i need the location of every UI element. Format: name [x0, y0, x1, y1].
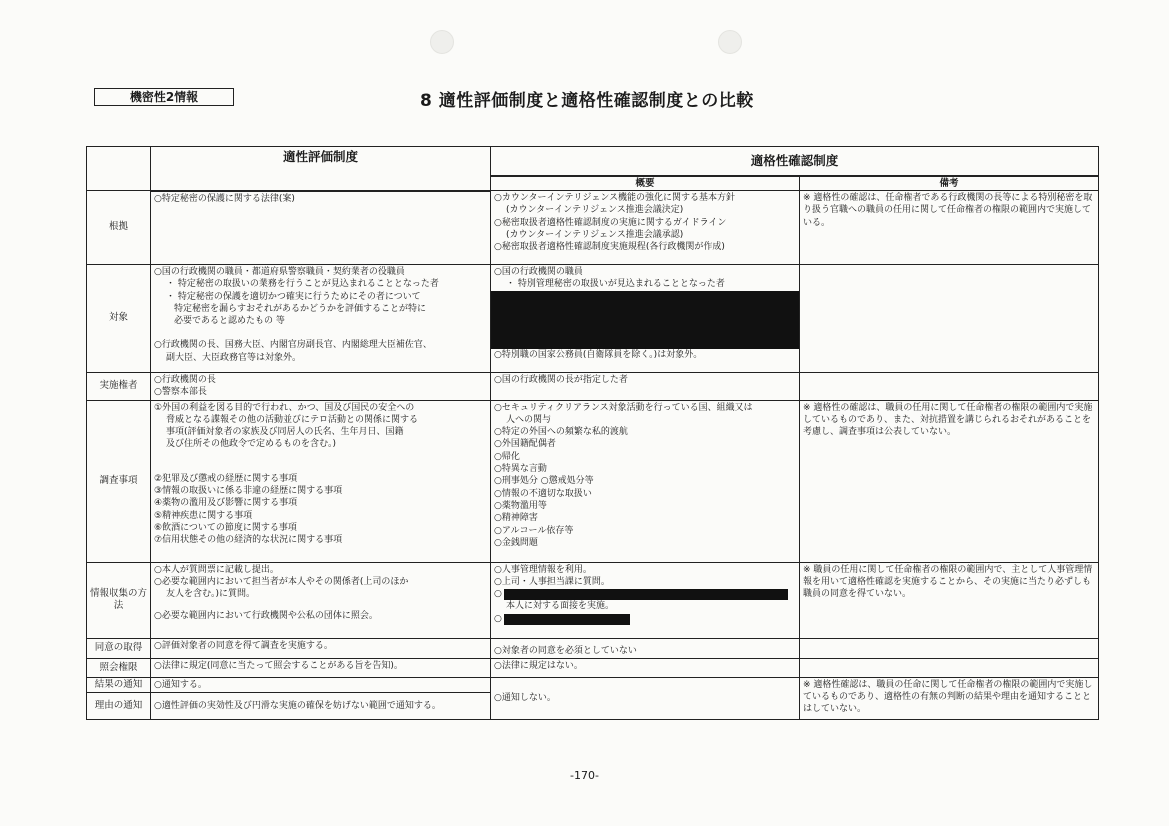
- method-bikou: ※ 職員の任用に関して任命権者の権限の範囲内で、主として人事管理情報を用いて適格性確認を実施することから、その実施に当たり必ずしも職員の同意を得ていない。: [800, 562, 1099, 638]
- text-line: ○必要な範囲内において行政機関や公私の団体に照会。: [154, 611, 378, 622]
- row-label-consent: 同意の取得: [87, 638, 151, 658]
- text-line: ○国の行政機関の職員: [494, 267, 583, 277]
- text-line: 及び住所その他政令で定めるものを含む。): [166, 439, 337, 450]
- target-tekisei: [151, 265, 491, 373]
- text-line: ○: [494, 589, 502, 600]
- text-line: ○: [494, 613, 502, 624]
- corner-cell: [87, 147, 151, 191]
- text-line: ○特別職の国家公務員(自衛隊員を除く。)は対象外。: [494, 349, 703, 360]
- row-label-basis: 根拠: [87, 191, 151, 265]
- text-line: ○セキュリティクリアランス対象活動を行っている国、組織又は: [494, 402, 753, 413]
- row-label-reason-notice: 理由の通知: [87, 693, 151, 720]
- text-line: (カウンターインテリジェンス推進会議決定): [506, 205, 684, 216]
- text-line: ○アルコール依存等: [494, 525, 574, 536]
- text-line: ○法律に規定はない。: [494, 660, 583, 671]
- investigation-tekisei: [151, 400, 491, 562]
- classification-label: 機密性2情報: [94, 88, 234, 106]
- text-line: 副大臣、大臣政務官等は対象外。: [166, 352, 302, 363]
- text-line: ⑥飲酒についての節度に関する事項: [154, 522, 297, 533]
- basis-tekisei: [151, 191, 491, 265]
- page-number: -170-: [570, 769, 599, 782]
- text-line: ○国の行政機関の職員・都道府県警察職員・契約業者の役職員: [154, 267, 405, 277]
- text-line: ②犯罪及び懲戒の経歴に関する事項: [154, 473, 298, 484]
- text-line: ○適性評価の実効性及び円滑な実施の確保を妨げない範囲で通知する。: [154, 701, 441, 712]
- target-gaiyou: [491, 265, 800, 373]
- header-tekikaku: 適格性確認制度: [491, 147, 1099, 177]
- text-line: ○必要な範囲内において担当者が本人やその関係者(上司のほか: [154, 576, 409, 587]
- text-line: ○カウンターインテリジェンス機能の強化に関する基本方針: [494, 193, 736, 203]
- implementer-gaiyou: [491, 373, 800, 401]
- text-line: ○情報の不適切な取扱い: [494, 488, 592, 499]
- method-tekisei: [151, 562, 491, 638]
- header-tekisei: 適性評価制度: [151, 147, 491, 191]
- implementer-tekisei: [151, 373, 491, 401]
- text-line: ○法律に規定(同意に当たって照会することがある旨を告知)。: [154, 660, 403, 671]
- text-line: 特定秘密を漏らすおそれがあるかどうかを評価することが特に: [174, 303, 427, 314]
- text-line: ④薬物の濫用及び影響に関する事項: [154, 498, 298, 509]
- inquiry-bikou: [800, 658, 1099, 677]
- text-line: 必要であると認めたもの 等: [174, 316, 285, 327]
- consent-gaiyou: [491, 638, 800, 658]
- row-label-investigation: 調査事項: [87, 400, 151, 562]
- text-line: 友人を含む。)に質問。: [166, 589, 256, 600]
- text-line: ○上司・人事担当課に質問。: [494, 576, 610, 587]
- consent-bikou: [800, 638, 1099, 658]
- page-title: 8 適性評価制度と適格性確認制度との比較: [420, 91, 754, 111]
- redaction-block: [504, 589, 788, 600]
- text-line: ○本人が質問票に記載し提出。: [154, 564, 279, 575]
- text-line: ○評価対象者の同意を得て調査を実施する。: [154, 640, 333, 651]
- result-notice-tekisei: [151, 677, 491, 692]
- text-line: ○通知する。: [154, 679, 207, 690]
- text-line: ○外国籍配偶者: [494, 439, 556, 450]
- text-line: ・ 特別管理秘密の取扱いが見込まれることとなった者: [506, 279, 725, 290]
- text-line: ○人事管理情報を利用。: [494, 564, 592, 575]
- text-line: 本人に対する面接を実施。: [506, 601, 615, 612]
- text-line: ○特異な言動: [494, 464, 547, 475]
- text-line: ①外国の利益を図る目的で行われ、かつ、国及び国民の安全への: [154, 402, 415, 413]
- header-gaiyou: 概要: [491, 176, 800, 191]
- text-line: ○刑事処分 ○懲戒処分等: [494, 476, 594, 487]
- text-line: 事項(評価対象者の家族及び同居人の氏名、生年月日、国籍: [166, 427, 404, 438]
- basis-gaiyou: [491, 191, 800, 265]
- text-line: ○特定秘密の保護に関する法律(案): [154, 193, 295, 204]
- notice-gaiyou: [491, 677, 800, 719]
- text-line: 脅威となる諜報その他の活動並びにテロ活動との関係に関する: [166, 414, 419, 425]
- text-line: ○精神障害: [494, 513, 538, 524]
- text-line: ○薬物濫用等: [494, 500, 547, 511]
- text-line: ⑦信用状態その他の経済的な状況に関する事項: [154, 535, 343, 546]
- investigation-gaiyou: [491, 400, 800, 562]
- notice-bikou: ※ 適格性確認は、職員の任命に関して任命権者の権限の範囲内で実施しているものであり、適格性の有無の判断の結果や理由を通知することとはしていない。: [800, 677, 1099, 719]
- text-line: ○国の行政機関の長が指定した者: [494, 375, 628, 385]
- implementer-bikou: [800, 373, 1099, 401]
- text-line: ○秘密取扱者適格性確認制度実施規程(各行政機関が作成): [494, 242, 725, 253]
- row-label-inquiry: 照会権限: [87, 658, 151, 677]
- text-line: ③情報の取扱いに係る非違の経歴に関する事項: [154, 486, 343, 497]
- text-line: ⑤精神疾患に関する事項: [154, 510, 253, 521]
- text-line: ○警察本部長: [154, 387, 207, 398]
- punch-hole-right: [718, 30, 742, 54]
- punch-hole-left: [430, 30, 454, 54]
- header-bikou: 備考: [800, 176, 1099, 191]
- text-line: ○対象者の同意を必須としていない: [494, 645, 637, 656]
- investigation-bikou: ※ 適格性の確認は、職員の任用に関して任命権者の権限の範囲内で実施しているものであり、また、対抗措置を講じられるおそれがあることを考慮し、調査事項は公表していない。: [800, 400, 1099, 562]
- comparison-table: [86, 146, 1099, 720]
- row-label-result-notice: 結果の通知: [87, 677, 151, 692]
- text-line: ○特定の外国への頻繁な私的渡航: [494, 427, 628, 438]
- inquiry-gaiyou: [491, 658, 800, 677]
- inquiry-tekisei: [151, 658, 491, 677]
- row-label-implementer: 実施権者: [87, 373, 151, 401]
- text-line: [494, 613, 796, 625]
- text-line: ○秘密取扱者適格性確認制度の実施に関するガイドライン: [494, 217, 727, 228]
- reason-notice-tekisei: [151, 693, 491, 720]
- text-line: ○行政機関の長、国務大臣、内閣官房副長官、内閣総理大臣補佐官、: [154, 340, 432, 351]
- text-line: ○行政機関の長: [154, 375, 216, 385]
- text-line: ・ 特定秘密の保護を適切かつ確実に行うためにその者について: [166, 291, 421, 302]
- basis-bikou: ※ 適格性の確認は、任命権者である行政機関の長等による特別秘密を取り扱う官職への職員の任用に関して任命権者の権限の範囲内で実施している。: [800, 191, 1099, 265]
- consent-tekisei: [151, 638, 491, 658]
- row-label-method: 情報収集の方法: [87, 562, 151, 638]
- row-label-target: 対象: [87, 265, 151, 373]
- text-line: ○通知しない。: [494, 693, 556, 704]
- target-bikou: [800, 265, 1099, 373]
- redaction-block: [504, 614, 630, 625]
- text-line: 人への関与: [506, 414, 552, 425]
- text-line: (カウンターインテリジェンス推進会議承認): [506, 229, 684, 240]
- text-line: ・ 特定秘密の取扱いの業務を行うことが見込まれることとなった者: [166, 279, 439, 290]
- text-line: ○帰化: [494, 451, 520, 462]
- redaction-block: [491, 291, 799, 349]
- text-line: ○金銭問題: [494, 537, 538, 548]
- text-line: [494, 588, 796, 600]
- method-gaiyou: [491, 562, 800, 638]
